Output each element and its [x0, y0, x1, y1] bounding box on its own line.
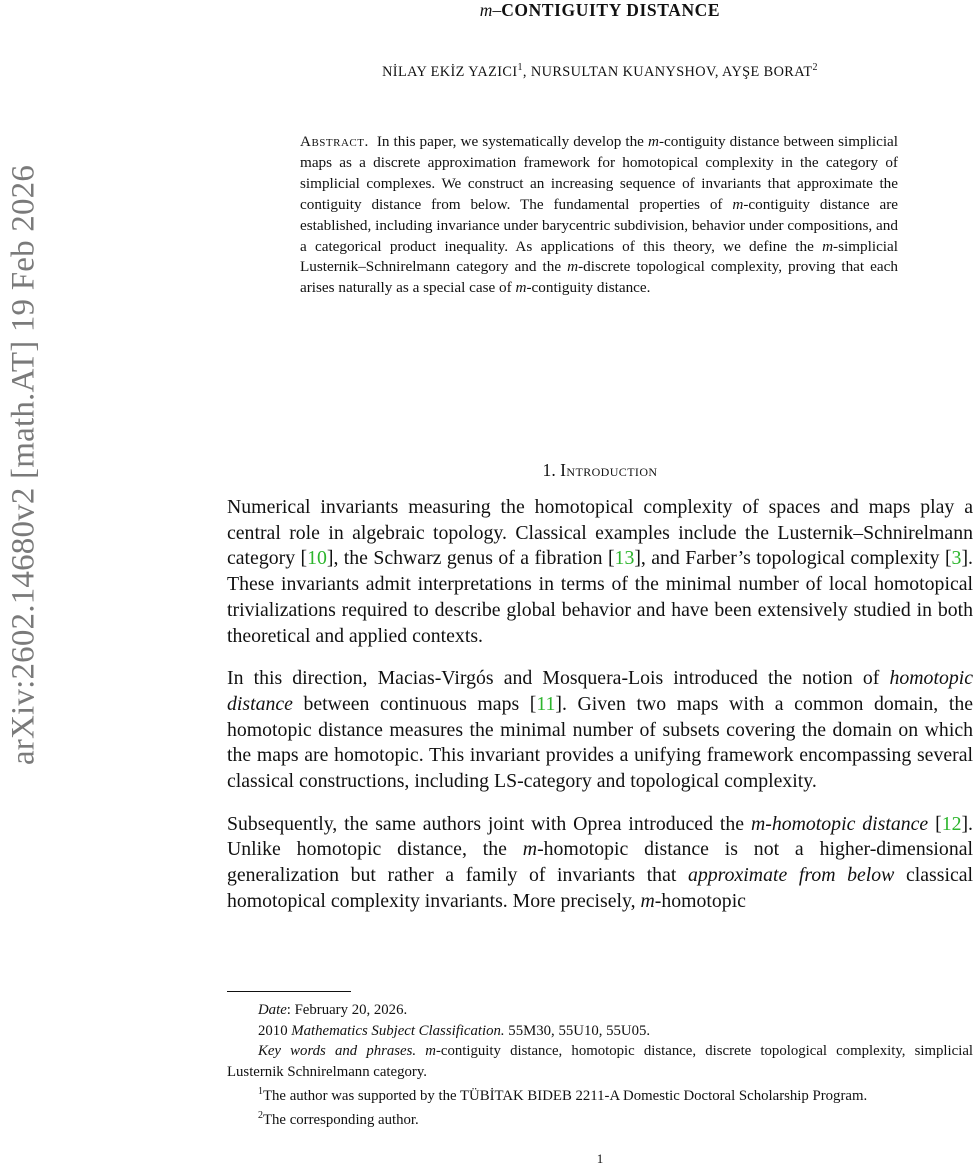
- section-heading-introduction: [227, 460, 973, 481]
- abstract-text: -contiguity distance.: [526, 279, 651, 297]
- section-number: 1.: [542, 460, 556, 480]
- body-text: ], and Farber’s topological complexity [: [634, 547, 952, 570]
- body-text: In this direction, Macias-Virgós and Mosquera-Lois introduced the notion of: [227, 667, 890, 690]
- footnote-text: -contiguity distance, homotopic distance, discrete topological complexity, simplicial Lusternik Schnirelmann category.: [227, 1043, 974, 1080]
- math-m: m: [822, 237, 834, 255]
- abstract-text: -contiguity distance between simplicial maps as a discrete approximation framework for homotopical complexity in the category of simplicial complexes. We construct an increasing sequence of invariants that approximate the contiguity distance from below. The fundamental properties of: [300, 133, 899, 213]
- title-main: CONTIGUITY DISTANCE: [501, 0, 721, 20]
- abstract-label: Abstract.: [300, 133, 369, 150]
- introduction-body: [227, 495, 973, 932]
- body-text: -homotopic: [654, 889, 746, 912]
- citation-link[interactable]: 10: [307, 547, 327, 570]
- footnote-msc: [227, 1021, 973, 1042]
- author-separator: ,: [714, 63, 723, 80]
- math-m: m: [732, 195, 744, 213]
- page-number: 1: [596, 1151, 604, 1166]
- footnotes: [227, 1000, 973, 1131]
- math-m: m: [515, 279, 527, 297]
- math-m: m: [647, 133, 659, 150]
- citation-link[interactable]: 12: [941, 812, 962, 835]
- author-1-mark: 1: [517, 62, 523, 73]
- math-m: m: [522, 838, 538, 861]
- footnote-2: [227, 1106, 973, 1130]
- abstract-text: -contiguity distance are established, including invariance under barycentric subdivision, behavior under compositions, and a categorical product inequality. As applications of this theory, we define the: [300, 195, 899, 255]
- citation-link[interactable]: 3: [951, 547, 962, 570]
- author-list: [227, 62, 973, 81]
- footnote-text: : February 20, 2026.: [286, 1002, 408, 1018]
- body-text: ]. Unlike homotopic distance, the: [227, 812, 974, 861]
- footnote-date: [227, 1000, 973, 1021]
- abstract: [300, 132, 898, 299]
- paragraph-3: [227, 812, 973, 915]
- abstract-text: -simplicial Lusternik–Schnirelmann category and the: [300, 237, 898, 276]
- footnote-mark: 2: [258, 1110, 263, 1122]
- body-text: -homotopic distance is not a higher-dimensional generalization but rather a family of invariants that: [227, 838, 973, 887]
- footnote-keywords: [227, 1041, 973, 1082]
- paragraph-1: [227, 495, 973, 649]
- citation-link[interactable]: 11: [536, 692, 556, 715]
- footnote-text: 2010: [258, 1022, 292, 1039]
- emphasis-text: m-homotopic distance: [750, 812, 929, 835]
- footnote-label: Key words and phrases.: [258, 1043, 417, 1059]
- body-text: ]. Given two maps with a common domain, the homotopic distance measures the minimal number of subsets covering the domain on which the maps are homotopic. This invariant provides a unifying framework encompassing several classical constructions, including LS-category and topological complexity.: [227, 692, 974, 793]
- footnote-text: The author was supported by the TÜBİTAK BIDEB 2211-A Domestic Doctoral Scholarship Program.: [263, 1087, 868, 1104]
- arxiv-stamp-text: arXiv:2602.14680v2 [math.AT] 19 Feb 2026: [5, 164, 42, 766]
- footnote-label: Mathematics Subject Classification.: [291, 1022, 505, 1039]
- arxiv-identifier-stamp: [0, 0, 48, 1165]
- paragraph-2: [227, 666, 973, 795]
- author-separator: ,: [522, 63, 531, 80]
- abstract-text: In this paper, we systematically develop the: [376, 133, 648, 150]
- emphasis-text: approximate from below: [687, 864, 895, 887]
- math-m: m: [567, 258, 579, 276]
- author-1: NİLAY EKİZ YAZICI: [382, 63, 518, 80]
- footnote-text: 55M30, 55U10, 55U05.: [504, 1022, 651, 1039]
- math-m: m: [425, 1043, 436, 1059]
- footnote-text: The corresponding author.: [263, 1112, 419, 1129]
- emphasis-text: homotopic distance: [227, 667, 973, 715]
- paper-title: [227, 0, 973, 20]
- footnote-1: [227, 1082, 973, 1106]
- body-text: between continuous maps [: [292, 692, 537, 715]
- body-text: classical homotopical complexity invariants. More precisely,: [227, 864, 974, 912]
- author-2: NURSULTAN KUANYSHOV: [530, 63, 715, 80]
- author-3: AYŞE BORAT: [722, 63, 813, 80]
- section-title: Introduction: [560, 460, 658, 480]
- footnote-label: Date: [258, 1002, 287, 1018]
- body-text: Numerical invariants measuring the homotopical complexity of spaces and maps play a central role in algebraic topology. Classical examples include the Lusternik–Schnirelmann category [: [227, 496, 973, 570]
- footnote-mark: 1: [258, 1086, 263, 1097]
- abstract-text: -discrete topological complexity, proving that each arises naturally as a special case of: [300, 258, 898, 297]
- body-text: Subsequently, the same authors joint with Oprea introduced the: [227, 812, 751, 835]
- footnote-rule: [227, 991, 351, 992]
- body-text: [: [928, 812, 942, 835]
- author-3-mark: 2: [812, 62, 818, 73]
- body-text: ]. These invariants admit interpretations in terms of the minimal number of local homotopical trivializations required to describe global behavior and have been extensively studied in both theoretical and applied contexts.: [227, 547, 973, 647]
- title-m: m: [479, 0, 493, 20]
- citation-link[interactable]: 13: [614, 547, 635, 570]
- body-text: ], the Schwarz genus of a fibration [: [326, 547, 615, 570]
- math-m: m: [640, 889, 655, 912]
- title-dash: –: [492, 0, 502, 20]
